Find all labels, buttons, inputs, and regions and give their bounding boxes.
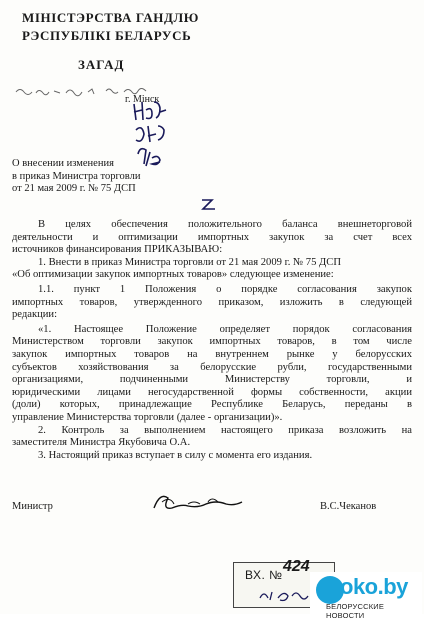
watermark-tagline: БЕЛОРУССКИЕ НОВОСТИ — [326, 602, 385, 620]
body-line: (доли) которых, принадлежащие Республике Беларусь, переданы в — [12, 399, 412, 411]
handwritten-mark — [200, 197, 222, 211]
body-line: 2. Контроль за выполнением настоящего приказа возложить на — [38, 424, 412, 436]
body-line: редакции: — [12, 309, 58, 321]
order-body — [12, 219, 412, 462]
body-line: управление Министерства торговли (далее - организации)». — [12, 411, 283, 423]
stamp-number: 424 — [283, 558, 310, 575]
body-line: 1. Внести в приказ Министра торговли от 21 мая 2009 г. № 75 ДСП — [38, 256, 341, 268]
ministry-name: МІНІСТЭРСТВА ГАНДЛЮ — [22, 10, 200, 25]
body-line: 3. Настоящий приказ вступает в силу с момента его издания. — [38, 449, 313, 461]
body-line: «Об оптимизации закупок импортных товаров» следующее изменение: — [12, 269, 334, 281]
body-line: деятельности и оптимизации импортных закупок за счет всех — [12, 231, 412, 243]
body-line: субъектов хозяйствования за белорусские рубли, государственными — [12, 361, 412, 373]
republic-name: РЭСПУБЛІКІ БЕЛАРУСЬ — [22, 28, 192, 43]
order-subject — [12, 158, 140, 196]
subject-line: от 21 мая 2009 г. № 75 ДСП — [12, 183, 136, 194]
body-line: закупок импортных товаров на внутреннем рынке у белорусских — [12, 348, 412, 360]
body-line: В целях обеспечения положительного баланса внешнеторговой — [38, 219, 412, 230]
body-line: организациями, подчиненными Министерству торговли, и — [12, 374, 412, 386]
body-line: импортных товаров, утвержденного приказом, изложить в следующей — [12, 296, 412, 308]
city-label: г. Мінск — [125, 94, 160, 105]
watermark-brand: oko.by — [340, 574, 408, 599]
body-line: Министерством торговли закупок импортных товаров, в том числе — [12, 336, 412, 348]
stamp-label: ВХ. № — [245, 568, 283, 582]
subject-line: О внесении изменения — [12, 158, 114, 169]
body-line: источников финансирования ПРИКАЗЫВАЮ: — [12, 244, 223, 256]
order-title: ЗАГАД — [78, 57, 125, 72]
body-line: «1. Настоящее Положение определяет порядок согласования — [38, 323, 412, 335]
signatory-name: В.С.Чеканов — [320, 501, 377, 512]
handwritten-signature — [148, 488, 248, 518]
body-line: заместителя Министра Якубовича О.А. — [12, 437, 191, 449]
signatory-title: Министр — [12, 501, 53, 512]
subject-line: в приказ Министра торговли — [12, 170, 141, 182]
body-line: 1.1. пункт 1 Положения о порядке согласования закупок — [38, 283, 412, 295]
body-line: юридическими лицами негосударственной формы собственности, акции — [12, 386, 412, 398]
